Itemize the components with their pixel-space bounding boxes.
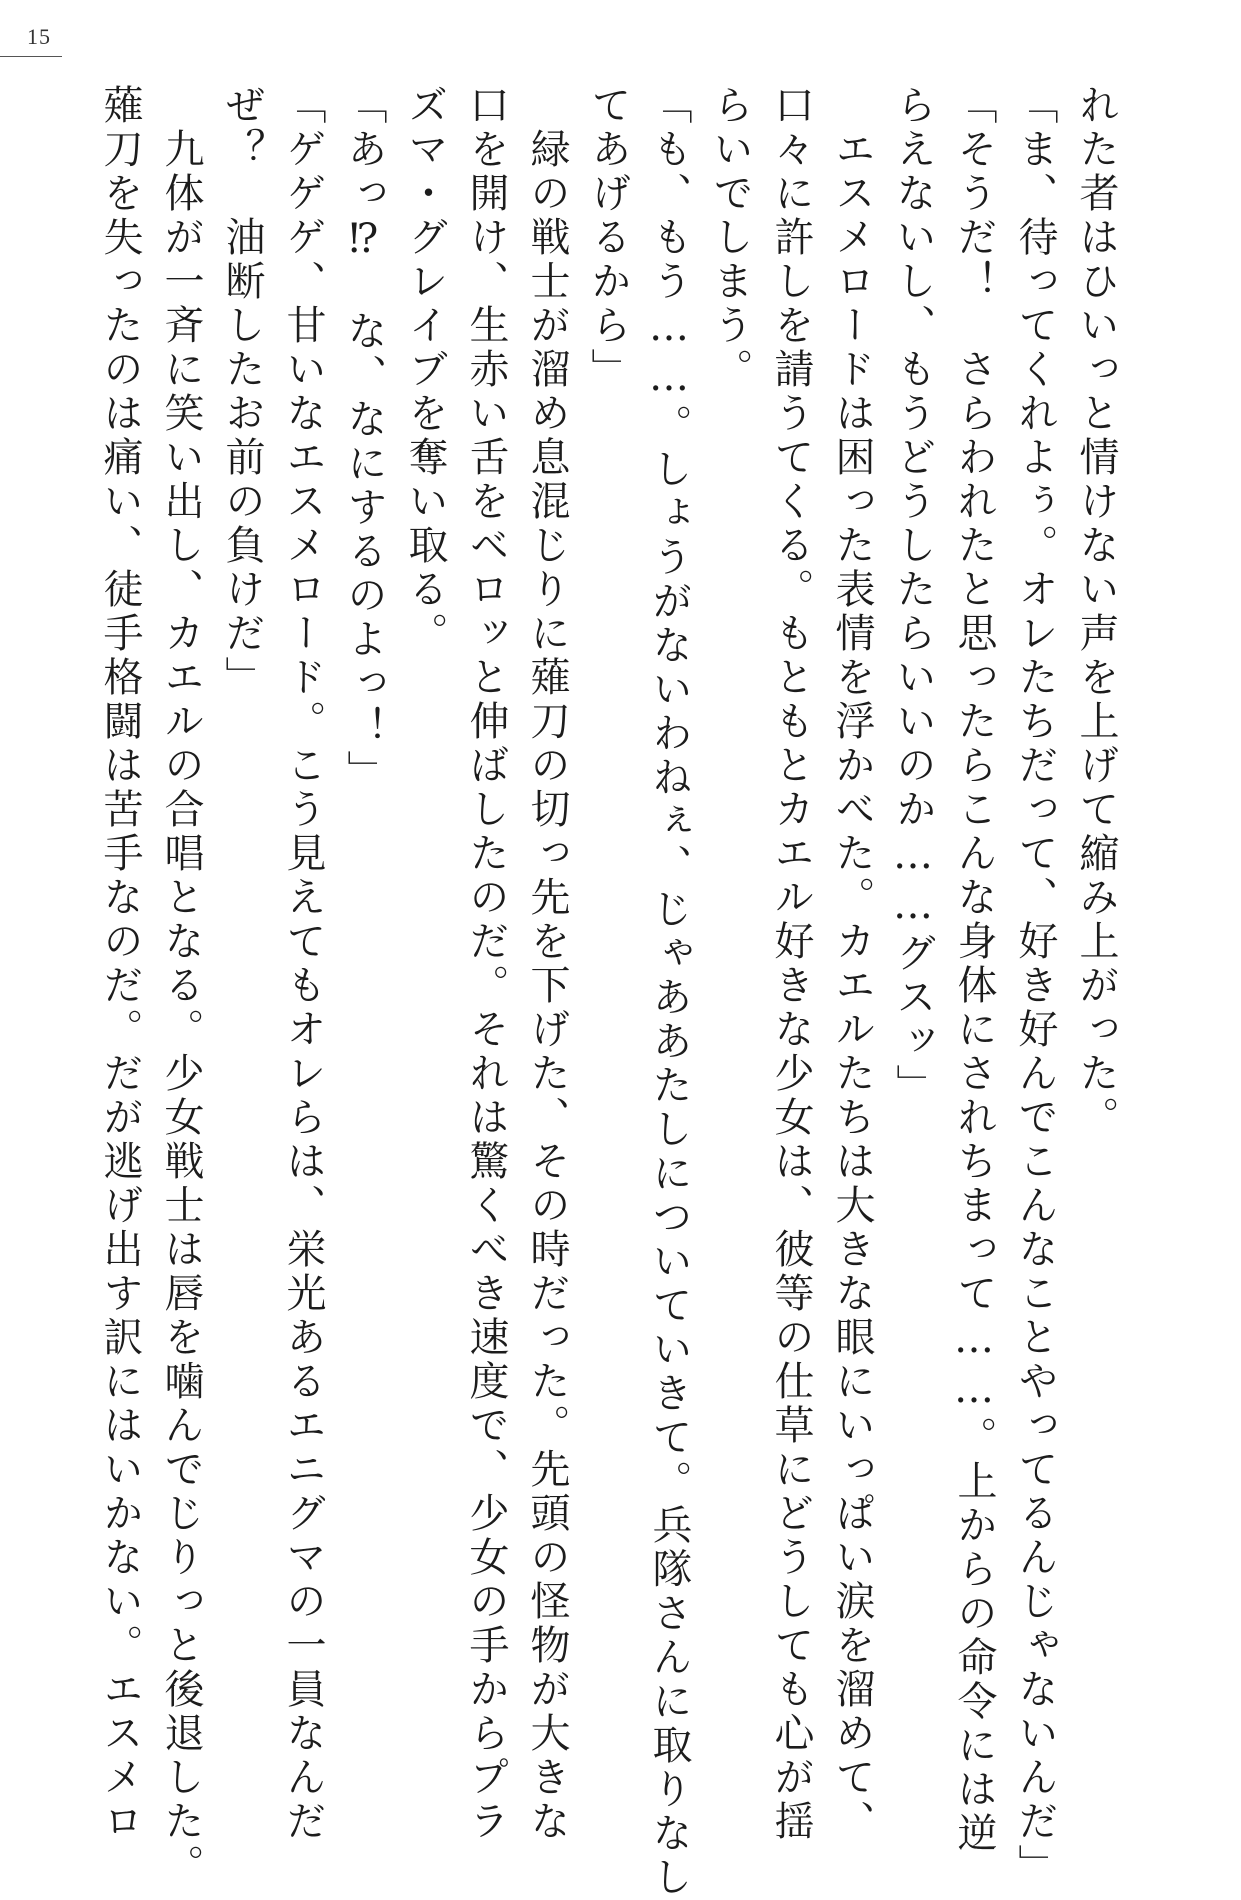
text-line: 「あっ⁉ な、なにするのよっ！」 [341,84,387,794]
text-line: 口々に許しを請うてくる。もともとカエル好きな少女は、彼等の仕草にどうしても心が揺 [768,84,814,1844]
vertical-text-body [97,84,1126,1900]
text-line: 「そうだ！ さらわれたと思ったらこんな身体にされちまって……。上からの命令には逆 [951,84,997,1856]
page-header [0,0,62,62]
text-line: 「ゲゲゲ、甘いなエスメロード。こう見えてもオレらは、栄光あるエニグマの一員なんだ [280,84,326,1844]
text-line: 「ま、待ってくれよぅ。オレたちだって、好き好んでこんなことやってるんじゃないんだ」 [1012,84,1058,1888]
text-line: ぜ？ 油断したお前の負けだ」 [219,84,265,700]
text-line: 口を開け、生赤い舌をベロッと伸ばしたのだ。それは驚くべき速度で、少女の手からプラ [463,84,509,1844]
text-line: 「も、もう……。しょうがないわねぇ、じゃああたしについていきて。兵隊さんに取りなし [646,84,692,1900]
text-line: らいでしまう。 [707,84,753,392]
text-line: れた者はひいっと情けない声を上げて縮み上がった。 [1073,84,1119,1140]
text-line: 九体が一斉に笑い出し、カエルの合唱となる。少女戦士は唇を噛んでじりっと後退した。 [158,84,204,1888]
text-line: 緑の戦士が溜め息混じりに薙刀の切っ先を下げた、その時だった。先頭の怪物が大きな [524,84,570,1844]
text-line: エスメロードは困った表情を浮かべた。カエルたちは大きな眼にいっぱい涙を溜めて、 [829,84,875,1844]
header-rule [0,56,62,57]
text-line: ズマ・グレイブを奪い取る。 [402,84,448,656]
text-line: らえないし、もうどうしたらいいのか……グスッ」 [890,84,936,1108]
text-line: 薙刀を失ったのは痛い、徒手格闘は苦手なのだ。だが逃げ出す訳にはいかない。エスメロ [97,84,143,1844]
page-number: 15 [27,24,51,49]
text-line: てあげるから」 [585,84,631,392]
